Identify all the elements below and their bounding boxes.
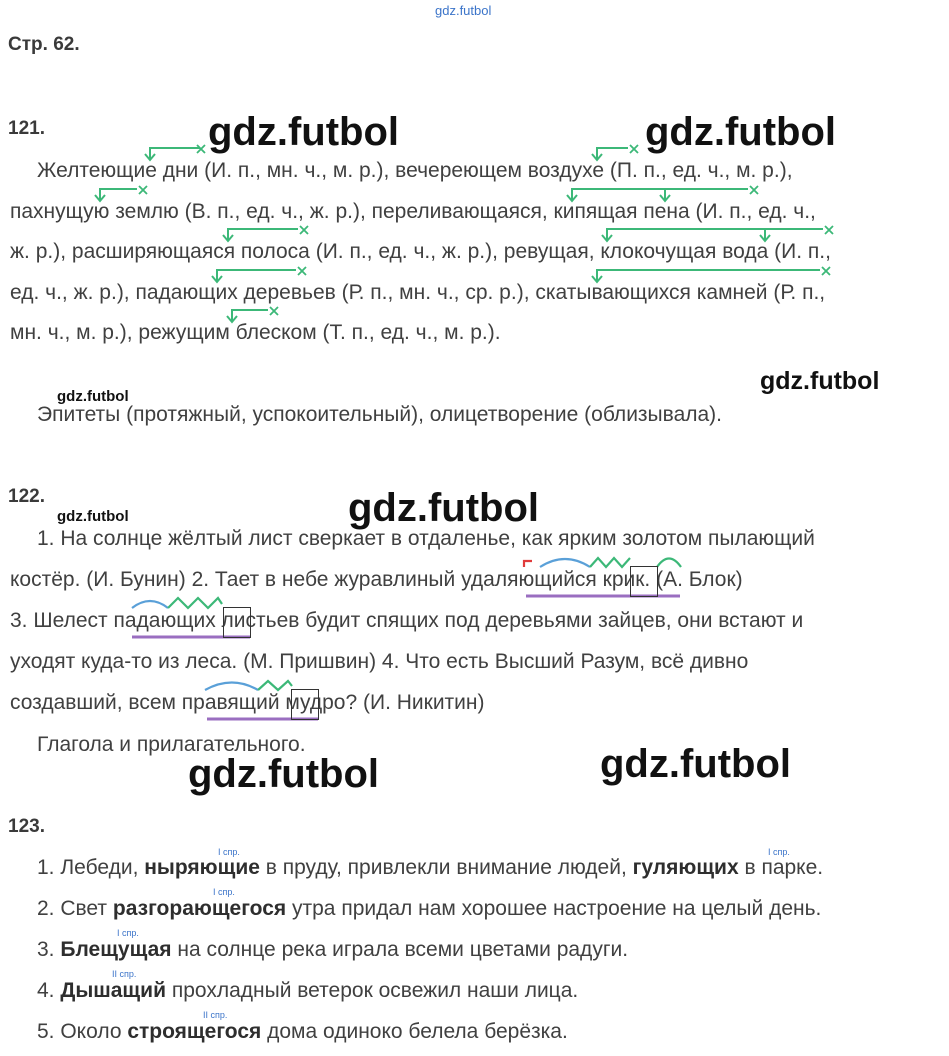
conjugation-label: I спр. — [117, 928, 139, 938]
exercise-122-line: 3. Шелест падающих листьев будит спящих под деревьями зайцев, они встают и — [10, 609, 804, 632]
watermark-top: gdz.futbol — [435, 3, 492, 18]
exercise-122-note: Глагола и прилагательного. — [37, 733, 306, 756]
exercise-122-line: уходят куда-то из леса. (М. Пришвин) 4. Что есть Высший Разум, всё дивно — [10, 650, 749, 673]
watermark: gdz.futbol — [600, 742, 792, 786]
watermark: gdz.futbol — [645, 110, 837, 154]
watermark: gdz.futbol — [348, 486, 540, 530]
exercise-121-line: мн. ч., м. р.), режущим блеском (Т. п., ед. ч., м. р.). — [10, 321, 501, 344]
exercise-123-item: 3. Блещущая на солнце река играла всеми цветами радуги. — [37, 938, 629, 961]
conjugation-label: II спр. — [203, 1010, 228, 1020]
conjugation-label: I спр. — [213, 887, 235, 897]
exercise-123-item: 4. Дышащий прохладный ветерок освежил наши лица. — [37, 979, 579, 1002]
exercise-122-line: костёр. (И. Бунин) 2. Тает в небе журавлиный удаляющийся крик. (А. Блок) — [10, 568, 743, 591]
watermark: gdz.futbol — [57, 388, 129, 405]
exercise-123-item: 5. Около строящегося дома одиноко белела берёзка. — [37, 1020, 568, 1043]
exercise-122-number: 122. — [8, 486, 45, 507]
watermark: gdz.futbol — [57, 508, 129, 525]
exercise-123-item: 1. Лебеди, ныряющие в пруду, привлекли внимание людей, гуляющих в парке. — [37, 856, 824, 879]
exercise-123-item: 2. Свет разгорающегося утра придал нам хорошее настроение на целый день. — [37, 897, 822, 920]
exercise-122-line: 1. На солнце жёлтый лист сверкает в отдаленье, как ярким золотом пылающий — [37, 527, 815, 550]
conjugation-label: I спр. — [768, 847, 790, 857]
exercise-121-number: 121. — [8, 118, 45, 139]
exercise-122-line: создавший, всем правящий мудро? (И. Никитин) — [10, 691, 485, 714]
ending-box — [223, 607, 251, 638]
conjugation-label: I спр. — [218, 847, 240, 857]
exercise-121-line: Желтеющие дни (И. п., мн. ч., м. р.), вечереющем воздухе (П. п., ед. ч., м. р.), — [37, 159, 793, 182]
watermark: gdz.futbol — [760, 367, 880, 395]
exercise-123-number: 123. — [8, 816, 45, 837]
watermark: gdz.futbol — [208, 110, 400, 154]
ending-box — [291, 689, 319, 720]
exercise-121-line: пахнущую землю (В. п., ед. ч., ж. р.), переливающаяся, кипящая пена (И. п., ед. ч., — [10, 200, 816, 223]
page-reference: Стр. 62. — [8, 34, 80, 55]
exercise-121-line: ж. р.), расширяющаяся полоса (И. п., ед. ч., ж. р.), ревущая, клокочущая вода (И. п., — [10, 240, 831, 263]
conjugation-label: II спр. — [112, 969, 137, 979]
exercise-121-note: Эпитеты (протяжный, успокоительный), олицетворение (облизывала). — [37, 403, 723, 426]
exercise-121-line: ед. ч., ж. р.), падающих деревьев (Р. п., мн. ч., ср. р.), скатывающихся камней (Р. п., — [10, 281, 826, 304]
watermark: gdz.futbol — [188, 752, 380, 796]
ending-box — [630, 566, 658, 597]
